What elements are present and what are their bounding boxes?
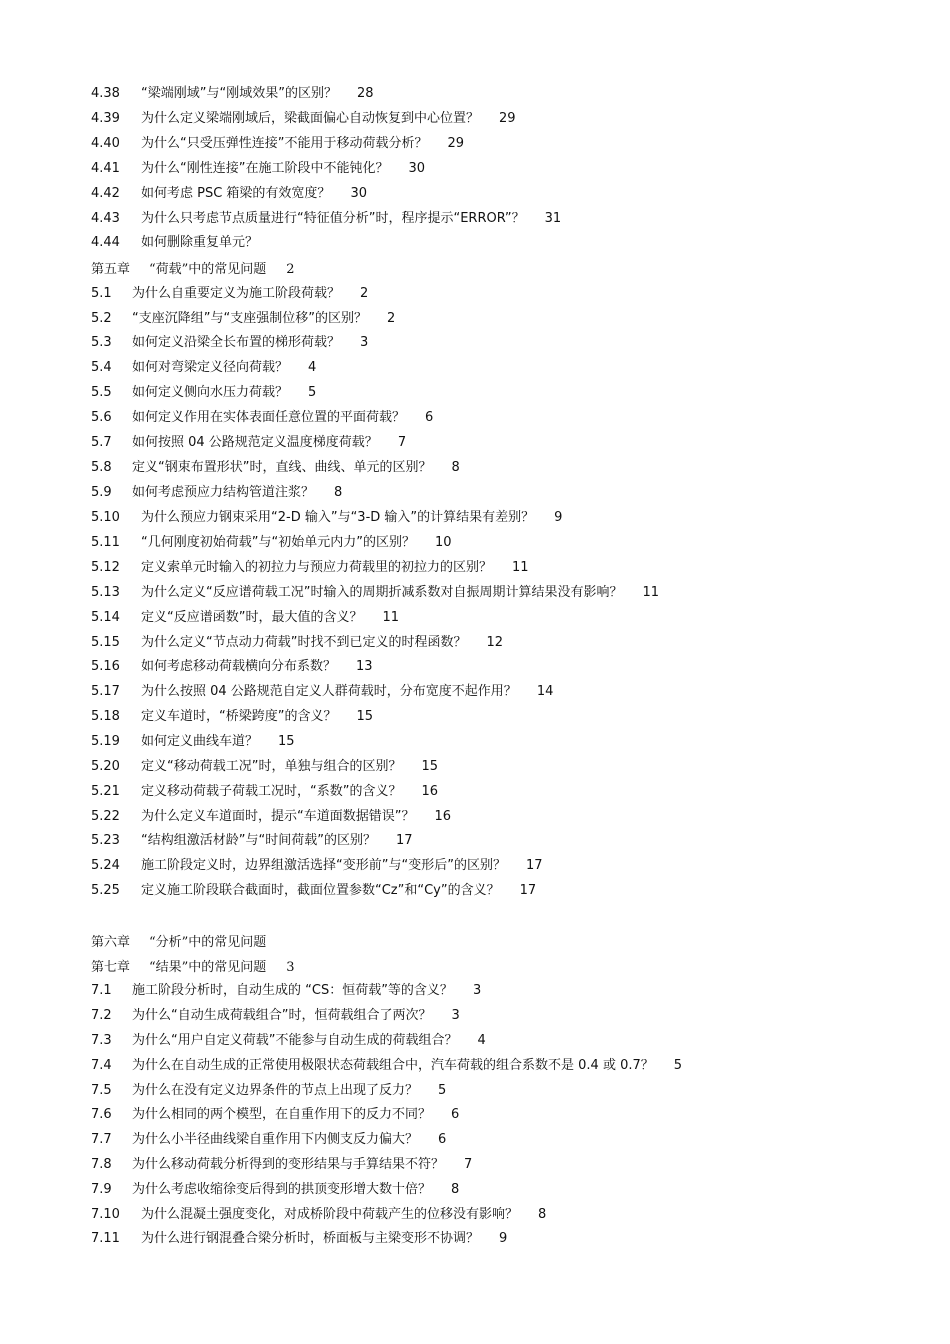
- page-number: 4: [308, 360, 317, 375]
- toc-entry[interactable]: [91, 1082, 446, 1100]
- toc-entry[interactable]: [91, 484, 342, 502]
- page-number: 16: [434, 809, 452, 824]
- entry-number: 7.8: [91, 1157, 112, 1172]
- entry-number: 7.3: [91, 1033, 112, 1048]
- entry-number: 5.25: [91, 883, 120, 898]
- entry-number: 5.15: [91, 635, 120, 650]
- toc-entry[interactable]: [91, 1156, 472, 1174]
- entry-title: “结构组激活材龄”与“时间荷载”的区别？: [141, 833, 376, 848]
- toc-entry[interactable]: [91, 359, 316, 377]
- toc-entry[interactable]: [91, 459, 460, 477]
- page-number: 15: [356, 709, 374, 724]
- entry-number: 5.3: [91, 335, 112, 350]
- page-number: 2: [286, 262, 295, 277]
- entry-title: 施工阶段分析时，自动生成的 “CS：恒荷载”等的含义？: [132, 983, 453, 998]
- toc-entry[interactable]: [91, 1181, 459, 1199]
- entry-title: 为什么“用户自定义荷载”不能参与自动生成的荷载组合？: [132, 1033, 458, 1048]
- entry-number: 5.19: [91, 734, 120, 749]
- entry-title: 如何考虑 PSC 箱梁的有效宽度？: [141, 186, 331, 201]
- chapter-number: 第六章: [91, 935, 131, 950]
- toc-entry[interactable]: [91, 1131, 446, 1149]
- entry-number: 5.13: [91, 585, 120, 600]
- entry-title: “分析”中的常见问题: [149, 935, 267, 950]
- toc-entry[interactable]: [91, 683, 553, 701]
- entry-number: 5.6: [91, 410, 112, 425]
- entry-number: 5.21: [91, 784, 120, 799]
- toc-entry[interactable]: [91, 783, 438, 801]
- toc-entry[interactable]: [91, 1206, 546, 1224]
- entry-title: 如何定义作用在实体表面任意位置的平面荷载？: [132, 410, 406, 425]
- page-number: 29: [499, 111, 516, 126]
- page-number: 11: [642, 585, 660, 600]
- toc-entry[interactable]: [91, 584, 659, 602]
- toc-entry[interactable]: [91, 1230, 507, 1248]
- entry-title: 为什么定义“节点动力荷载”时找不到已定义的时程函数？: [141, 635, 467, 650]
- entry-number: 7.9: [91, 1182, 112, 1197]
- toc-entry[interactable]: [91, 609, 399, 627]
- entry-number: 7.5: [91, 1083, 112, 1098]
- page-number: 6: [438, 1132, 447, 1147]
- page-number: 12: [486, 635, 504, 650]
- page-number: 8: [451, 460, 460, 475]
- entry-title: “几何刚度初始荷载”与“初始单元内力”的区别？: [141, 535, 415, 550]
- toc-entry[interactable]: [91, 384, 316, 402]
- toc-entry[interactable]: [91, 85, 374, 103]
- entry-title: 如何对弯梁定义径向荷载？: [132, 360, 289, 375]
- entry-number: 5.12: [91, 560, 120, 575]
- entry-title: 为什么“只受压弹性连接”不能用于移动荷载分析？: [141, 136, 428, 151]
- toc-entry[interactable]: [91, 110, 516, 128]
- toc-entry[interactable]: [91, 409, 433, 427]
- page-number: 11: [512, 560, 529, 575]
- entry-title: 如何定义沿梁全长布置的梯形荷载？: [132, 335, 341, 350]
- page-number: 14: [536, 684, 554, 699]
- page-number: 11: [382, 610, 400, 625]
- toc-entry[interactable]: [91, 708, 373, 726]
- page-number: 9: [499, 1231, 508, 1246]
- toc-entry[interactable]: [91, 982, 481, 1000]
- entry-title: 定义车道时，“桥梁跨度”的含义？: [141, 709, 337, 724]
- page-number: 6: [425, 410, 434, 425]
- page-number: 10: [434, 535, 452, 550]
- toc-entry[interactable]: [91, 534, 452, 552]
- chapter-number: 第七章: [91, 960, 131, 975]
- page-number: 7: [397, 435, 407, 450]
- toc-entry[interactable]: [91, 135, 464, 153]
- toc-entry[interactable]: [91, 857, 543, 875]
- entry-title: 为什么在没有定义边界条件的节点上出现了反力？: [132, 1083, 419, 1098]
- toc-entry[interactable]: [91, 1007, 460, 1025]
- page-number: 17: [395, 833, 413, 848]
- entry-title: 为什么在自动生成的正常使用极限状态荷载组合中，汽车荷载的组合系数不是 0.4 或 0.7？: [132, 1058, 654, 1073]
- entry-number: 5.9: [91, 485, 112, 500]
- page-number: 3: [451, 1008, 460, 1023]
- entry-number: 7.1: [91, 983, 112, 998]
- entry-title: 为什么“自动生成荷载组合”时，恒荷载组合了两次？: [132, 1008, 432, 1023]
- entry-title: 为什么进行钢混叠合梁分析时，桥面板与主梁变形不协调？: [141, 1231, 480, 1246]
- entry-number: 7.6: [91, 1107, 112, 1122]
- entry-title: 定义“移动荷载工况”时，单独与组合的区别？: [141, 759, 402, 774]
- page-number: 9: [554, 510, 563, 525]
- page-number: 4: [477, 1033, 486, 1048]
- entry-number: 5.5: [91, 385, 112, 400]
- toc-entry[interactable]: [91, 1057, 682, 1075]
- entry-number: 5.22: [91, 809, 120, 824]
- toc-entry[interactable]: [91, 808, 451, 826]
- entry-number: 5.18: [91, 709, 120, 724]
- entry-title: 如何定义侧向水压力荷载？: [132, 385, 289, 400]
- entry-title: 定义施工阶段联合截面时，截面位置参数“Cz”和“Cy”的含义？: [141, 883, 500, 898]
- entry-title: 为什么考虑收缩徐变后得到的拱顶变形增大数十倍？: [132, 1182, 432, 1197]
- entry-title: 施工阶段定义时，边界组激活选择“变形前”与“变形后”的区别？: [141, 858, 506, 873]
- toc-entry[interactable]: [91, 310, 395, 328]
- entry-number: 4.39: [91, 111, 120, 126]
- entry-title: 如何按照 04 公路规范定义温度梯度荷载？: [132, 435, 378, 450]
- entry-title: 为什么定义车道面时，提示“车道面数据错误”？: [141, 809, 415, 824]
- entry-number: 4.40: [91, 136, 120, 151]
- entry-title: 为什么定义“反应谱荷载工况”时输入的周期折减系数对自振周期计算结果没有影响？: [141, 585, 623, 600]
- page-number: 28: [356, 86, 374, 101]
- toc-entry[interactable]: [91, 185, 367, 203]
- toc-entry[interactable]: [91, 1106, 459, 1124]
- entry-title: “支座沉降组”与“支座强制位移”的区别？: [132, 311, 367, 326]
- entry-title: 为什么定义梁端刚域后，梁截面偏心自动恢复到中心位置？: [141, 111, 480, 126]
- page-number: 3: [360, 335, 369, 350]
- entry-number: 5.20: [91, 759, 120, 774]
- entry-number: 5.11: [91, 535, 120, 550]
- toc-entry[interactable]: [91, 160, 425, 178]
- page-number: 15: [421, 759, 439, 774]
- entry-number: 5.2: [91, 311, 112, 326]
- entry-title: 如何考虑预应力结构管道注浆？: [132, 485, 315, 500]
- entry-title: 为什么按照 04 公路规范自定义人群荷载时，分布宽度不起作用？: [141, 684, 517, 699]
- toc-entry[interactable]: [91, 559, 529, 577]
- entry-title: 为什么只考虑节点质量进行“特征值分析”时，程序提示“ERROR”？: [141, 211, 525, 226]
- page-number: 5: [438, 1083, 447, 1098]
- entry-number: 5.17: [91, 684, 120, 699]
- entry-title: 如何定义曲线车道？: [141, 734, 259, 749]
- page-number: 30: [408, 161, 426, 176]
- page-number: 17: [525, 858, 543, 873]
- page-number: 8: [451, 1182, 460, 1197]
- entry-number: 4.43: [91, 211, 120, 226]
- page-number: 5: [308, 385, 317, 400]
- entry-title: 定义“反应谱函数”时，最大值的含义？: [141, 610, 363, 625]
- entry-title: 定义“钢束布置形状”时，直线、曲线、单元的区别？: [132, 460, 432, 475]
- entry-number: 5.8: [91, 460, 112, 475]
- page-number: 2: [360, 286, 369, 301]
- toc-entry[interactable]: [91, 832, 413, 850]
- page-number: 7: [464, 1157, 473, 1172]
- page-number: 31: [544, 211, 562, 226]
- toc-entry[interactable]: [91, 1032, 486, 1050]
- entry-title: 为什么预应力钢束采用“2-D 输入”与“3-D 输入”的计算结果有差别？: [141, 510, 535, 525]
- entry-number: 5.24: [91, 858, 120, 873]
- toc-entry[interactable]: [91, 509, 562, 527]
- chapter-number: 第五章: [91, 262, 131, 277]
- page-number: 13: [356, 659, 373, 674]
- page-number: 5: [673, 1058, 683, 1073]
- entry-number: 7.4: [91, 1058, 112, 1073]
- entry-number: 5.14: [91, 610, 120, 625]
- page-number: 16: [421, 784, 439, 799]
- entry-title: 如何考虑移动荷载横向分布系数？: [141, 659, 337, 674]
- entry-title: 如何删除重复单元？: [141, 235, 259, 250]
- entry-number: 4.44: [91, 235, 120, 250]
- page-number: 8: [538, 1207, 547, 1222]
- toc-entry[interactable]: [91, 658, 373, 676]
- toc-entry[interactable]: [91, 758, 438, 776]
- entry-number: 7.10: [91, 1207, 120, 1222]
- entry-number: 5.10: [91, 510, 120, 525]
- entry-number: 5.16: [91, 659, 120, 674]
- page-number: 3: [286, 960, 295, 975]
- toc-chapter-heading[interactable]: [91, 934, 286, 952]
- toc-entry[interactable]: [91, 634, 503, 652]
- entry-title: 为什么自重要定义为施工阶段荷载？: [132, 286, 341, 301]
- toc-entry[interactable]: [91, 334, 368, 352]
- page-number: 2: [386, 311, 396, 326]
- entry-number: 4.42: [91, 186, 120, 201]
- toc-entry[interactable]: [91, 285, 368, 303]
- entry-number: 5.23: [91, 833, 120, 848]
- entry-title: “结果”中的常见问题: [149, 960, 267, 975]
- entry-number: 4.41: [91, 161, 120, 176]
- page-number: 6: [451, 1107, 460, 1122]
- page-number: 17: [519, 883, 537, 898]
- entry-number: 7.7: [91, 1132, 112, 1147]
- toc-entry[interactable]: [91, 234, 278, 252]
- page-number: 15: [278, 734, 295, 749]
- entry-title: 定义索单元时输入的初拉力与预应力荷载里的初拉力的区别？: [141, 560, 493, 575]
- page-number: 29: [447, 136, 465, 151]
- page-number: 3: [472, 983, 482, 998]
- page-number: 30: [350, 186, 367, 201]
- toc-entry[interactable]: [91, 434, 406, 452]
- entry-title: 为什么混凝土强度变化，对成桥阶段中荷载产生的位移没有影响？: [141, 1207, 519, 1222]
- entry-title: 为什么“刚性连接”在施工阶段中不能钝化？: [141, 161, 389, 176]
- entry-title: 为什么相同的两个模型，在自重作用下的反力不同？: [132, 1107, 432, 1122]
- toc-entry[interactable]: [91, 210, 561, 228]
- entry-title: 定义移动荷载子荷载工况时，“系数”的含义？: [141, 784, 402, 799]
- entry-number: 5.7: [91, 435, 112, 450]
- entry-title: 为什么小半径曲线梁自重作用下内侧支反力偏大？: [132, 1132, 419, 1147]
- entry-number: 4.38: [91, 86, 120, 101]
- toc-entry[interactable]: [91, 733, 295, 751]
- entry-number: 5.4: [91, 360, 112, 375]
- entry-title: 为什么移动荷载分析得到的变形结果与手算结果不符？: [132, 1157, 445, 1172]
- entry-number: 5.1: [91, 286, 112, 301]
- toc-chapter-heading[interactable]: [91, 261, 295, 279]
- entry-number: 7.11: [91, 1231, 120, 1246]
- page-number: 8: [334, 485, 343, 500]
- toc-chapter-heading[interactable]: [91, 959, 295, 977]
- entry-number: 7.2: [91, 1008, 112, 1023]
- entry-title: “荷载”中的常见问题: [149, 262, 267, 277]
- entry-title: “梁端刚域”与“刚域效果”的区别？: [141, 86, 337, 101]
- toc-entry[interactable]: [91, 882, 536, 900]
